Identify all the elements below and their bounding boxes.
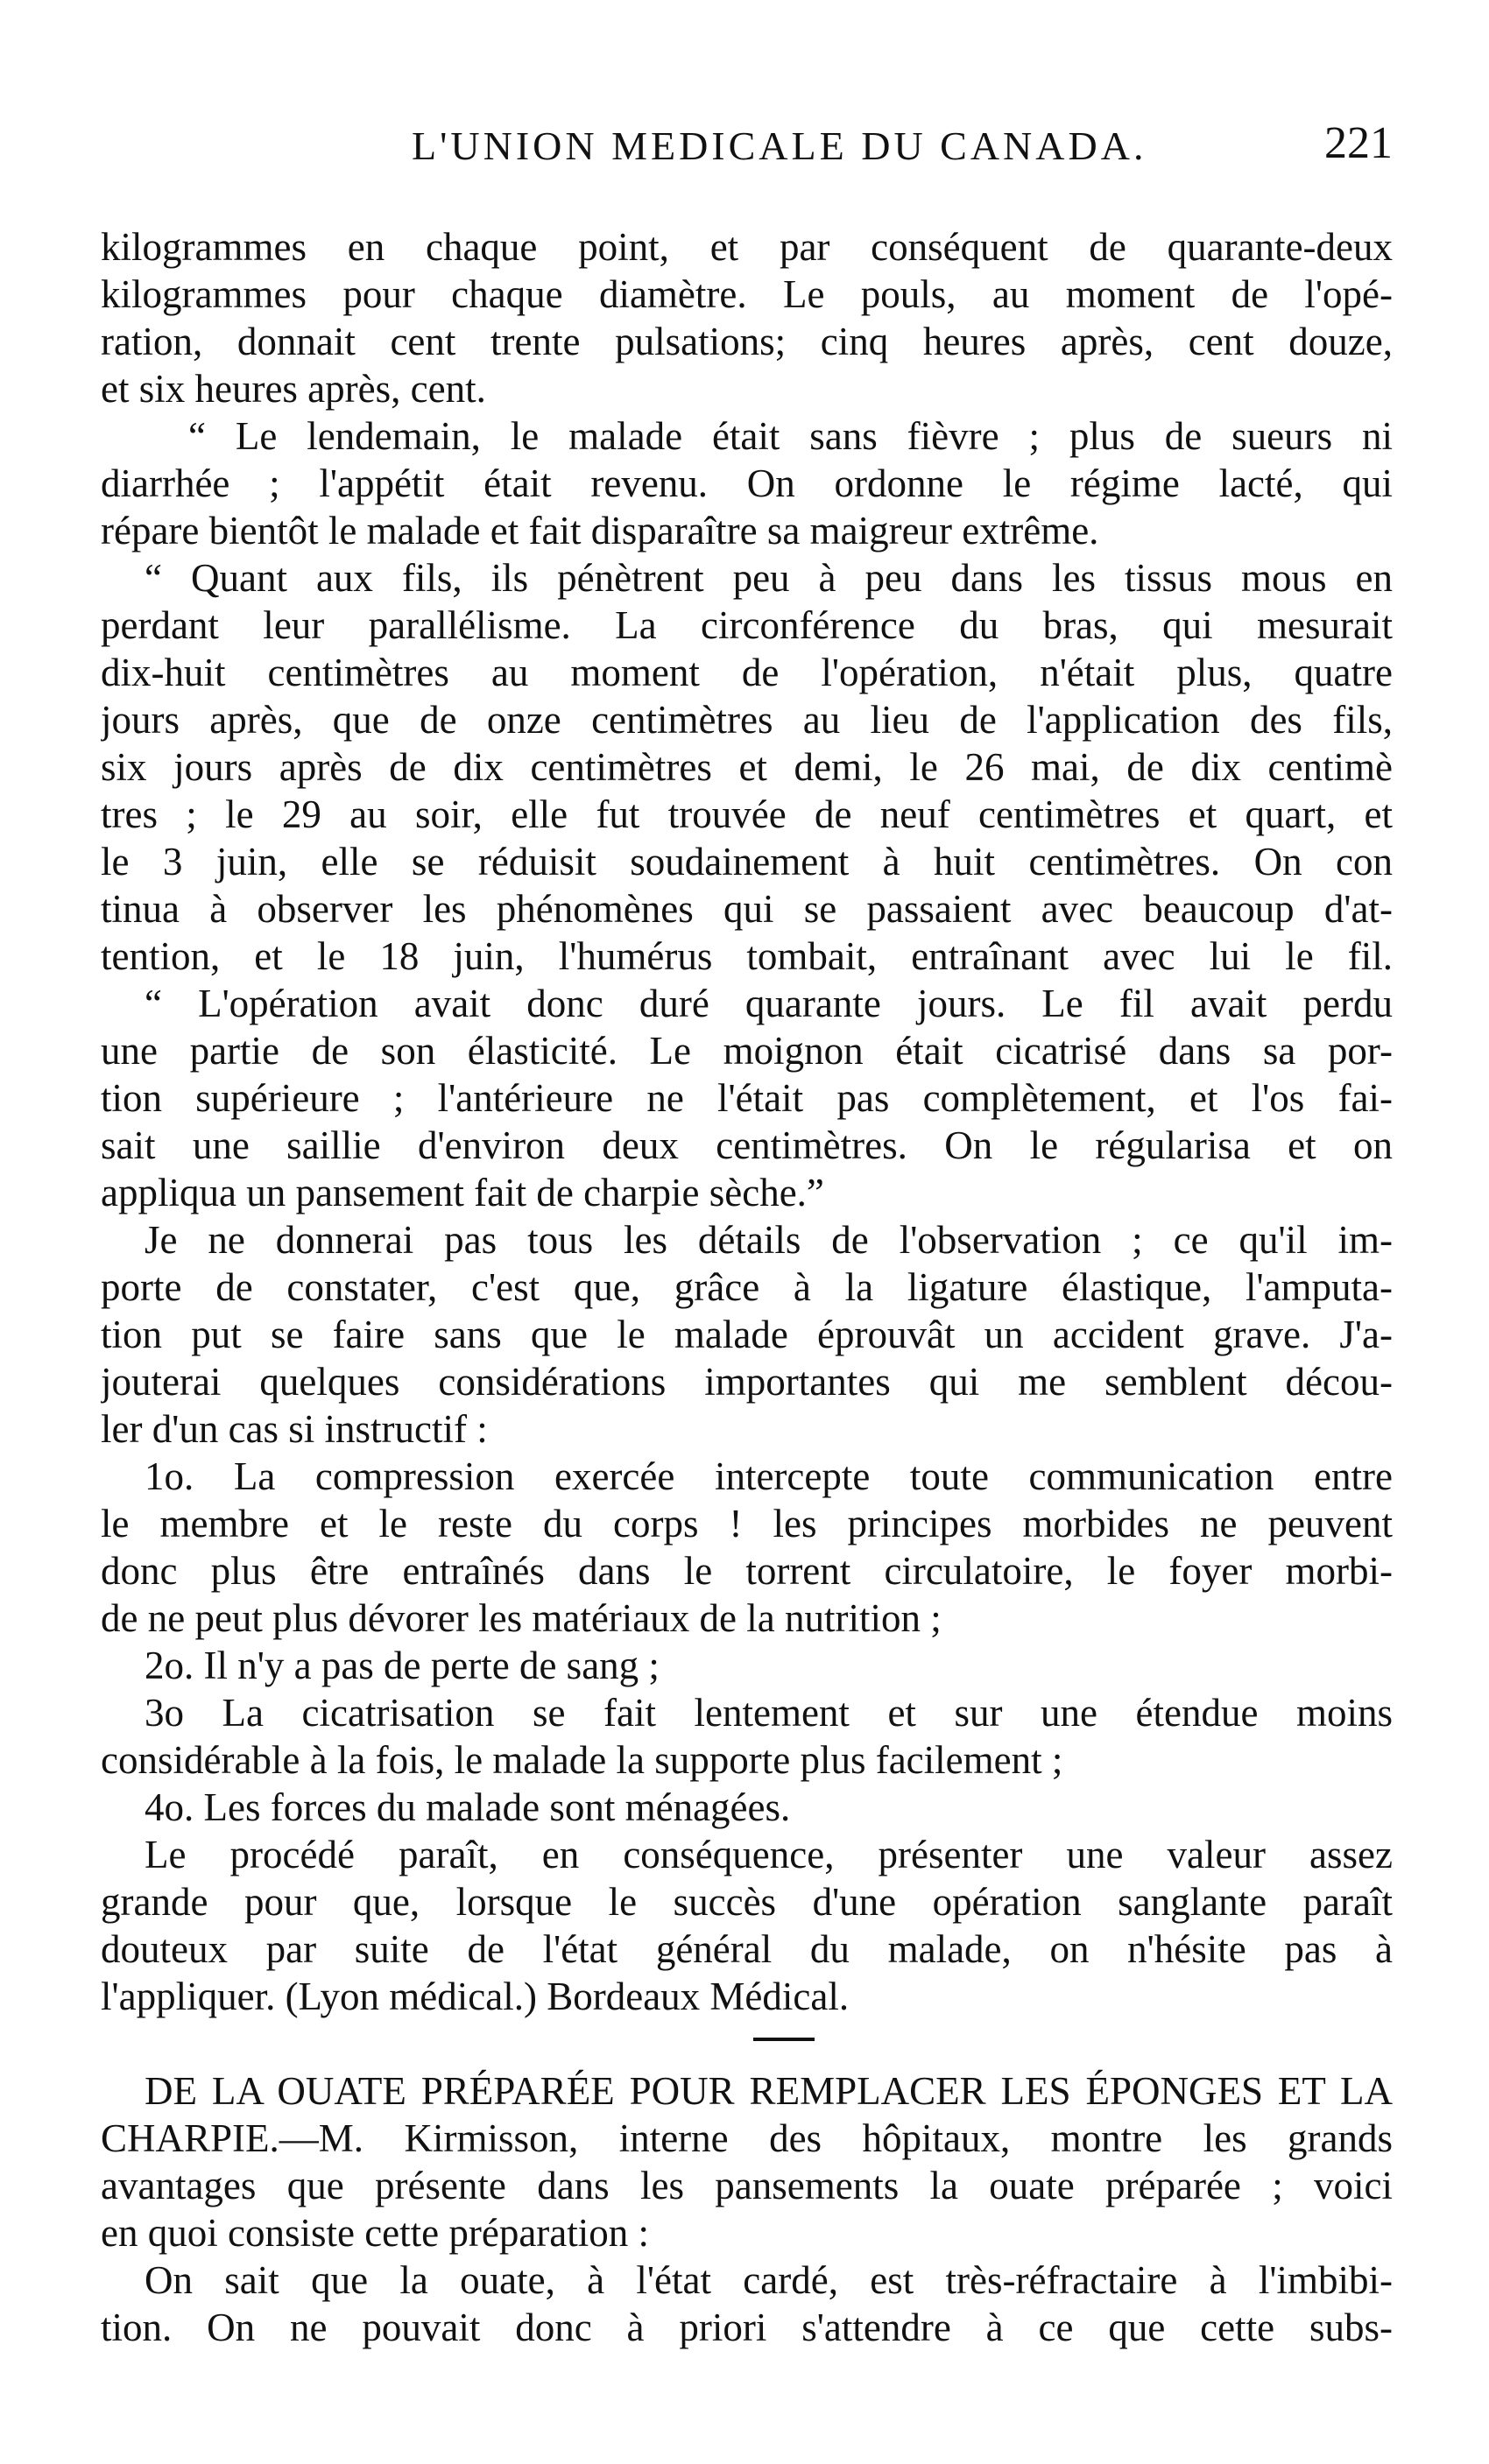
text-line: ler d'un cas si instructif :	[101, 1407, 488, 1451]
section-separator	[753, 2038, 815, 2041]
text-line: 2o. Il n'y a pas de perte de sang ;	[145, 1644, 660, 1687]
text-line: et six heures après, cent.	[101, 367, 486, 411]
text-line: tion supérieure ; l'antérieure ne l'était pas complètement, et l'os fai-	[101, 1076, 1393, 1120]
text-line: de ne peut plus dévorer les matériaux de la nutrition ;	[101, 1596, 942, 1640]
section-heading-line: DE LA OUATE PRÉPARÉE POUR REMPLACER LES ÉPONGES ET LA	[145, 2069, 1393, 2113]
page-number: 221	[1324, 118, 1393, 168]
text-line: porte de constater, c'est que, grâce à la ligature élastique, l'amputa-	[101, 1265, 1393, 1309]
text-line: avantages que présente dans les pansements la ouate préparée ; voici	[101, 2164, 1393, 2207]
text-line: “ Le lendemain, le malade était sans fièvre ; plus de sueurs ni	[188, 414, 1393, 458]
text-line: appliqua un pansement fait de charpie sèche.”	[101, 1171, 824, 1214]
text-line: perdant leur parallélisme. La circonférence du bras, qui mesurait	[101, 603, 1393, 647]
text-line: considérable à la fois, le malade la supporte plus facilement ;	[101, 1738, 1063, 1782]
text-line: le 3 juin, elle se réduisit soudainement à huit centimètres. On con	[101, 840, 1393, 884]
text-line: jouterai quelques considérations importantes qui me semblent décou-	[101, 1360, 1393, 1404]
text-line: tention, et le 18 juin, l'humérus tombait, entraînant avec lui le fil.	[101, 934, 1393, 978]
text-line: une partie de son élasticité. Le moignon était cicatrisé dans sa por-	[101, 1029, 1393, 1073]
text-line: kilogrammes en chaque point, et par conséquent de quarante-deux	[101, 225, 1393, 269]
text-line: le membre et le reste du corps ! les principes morbides ne peuvent	[101, 1502, 1393, 1545]
text-line: Le procédé paraît, en conséquence, présenter une valeur assez	[145, 1833, 1393, 1876]
text-line: l'appliquer. (Lyon médical.) Bordeaux Médical.	[101, 1975, 850, 2018]
text-line: “ L'opération avait donc duré quarante jours. Le fil avait perdu	[145, 982, 1393, 1025]
text-line: dix-huit centimètres au moment de l'opération, n'était plus, quatre	[101, 651, 1393, 694]
text-line: en quoi consiste cette préparation :	[101, 2211, 650, 2255]
text-line: grande pour que, lorsque le succès d'une opération sanglante paraît	[101, 1880, 1393, 1924]
text-line: tres ; le 29 au soir, elle fut trouvée de neuf centimètres et quart, et	[101, 792, 1393, 836]
text-line: douteux par suite de l'état général du malade, on n'hésite pas à	[101, 1927, 1393, 1971]
text-line: Je ne donnerai pas tous les détails de l'observation ; ce qu'il im-	[145, 1218, 1393, 1262]
text-line: tion. On ne pouvait donc à priori s'attendre à ce que cette subs-	[101, 2306, 1393, 2349]
text-line: On sait que la ouate, à l'état cardé, est très-réfractaire à l'imbibi-	[145, 2258, 1393, 2302]
text-line: jours après, que de onze centimètres au lieu de l'application des fils,	[101, 698, 1393, 742]
text-line: ration, donnait cent trente pulsations; cinq heures après, cent douze,	[101, 320, 1393, 363]
text-line: donc plus être entraînés dans le torrent circulatoire, le foyer morbi-	[101, 1549, 1393, 1593]
text-line: 3o La cicatrisation se fait lentement et sur une étendue moins	[145, 1691, 1393, 1735]
body-text	[101, 223, 1393, 2351]
text-line: tion put se faire sans que le malade éprouvât un accident grave. J'a-	[101, 1313, 1393, 1356]
running-title: L'UNION MEDICALE DU CANADA.	[412, 123, 1147, 168]
text-line: diarrhée ; l'appétit était revenu. On ordonne le régime lacté, qui	[101, 461, 1393, 505]
text-line: six jours après de dix centimètres et demi, le 26 mai, de dix centimè	[101, 745, 1393, 789]
text-line: tinua à observer les phénomènes qui se passaient avec beaucoup d'at-	[101, 887, 1393, 931]
text-line: 1o. La compression exercée intercepte toute communication entre	[145, 1454, 1393, 1498]
text-line: CHARPIE.—M. Kirmisson, interne des hôpitaux, montre les grands	[101, 2116, 1393, 2160]
text-line: 4o. Les forces du malade sont ménagées.	[145, 1785, 791, 1829]
text-line: répare bientôt le malade et fait disparaître sa maigreur extrême.	[101, 509, 1099, 553]
text-line: “ Quant aux fils, ils pénètrent peu à peu dans les tissus mous en	[145, 556, 1393, 600]
text-line: sait une saillie d'environ deux centimètres. On le régularisa et on	[101, 1123, 1393, 1167]
text-line: kilogrammes pour chaque diamètre. Le pouls, au moment de l'opé-	[101, 272, 1393, 316]
page-header	[0, 118, 1489, 184]
